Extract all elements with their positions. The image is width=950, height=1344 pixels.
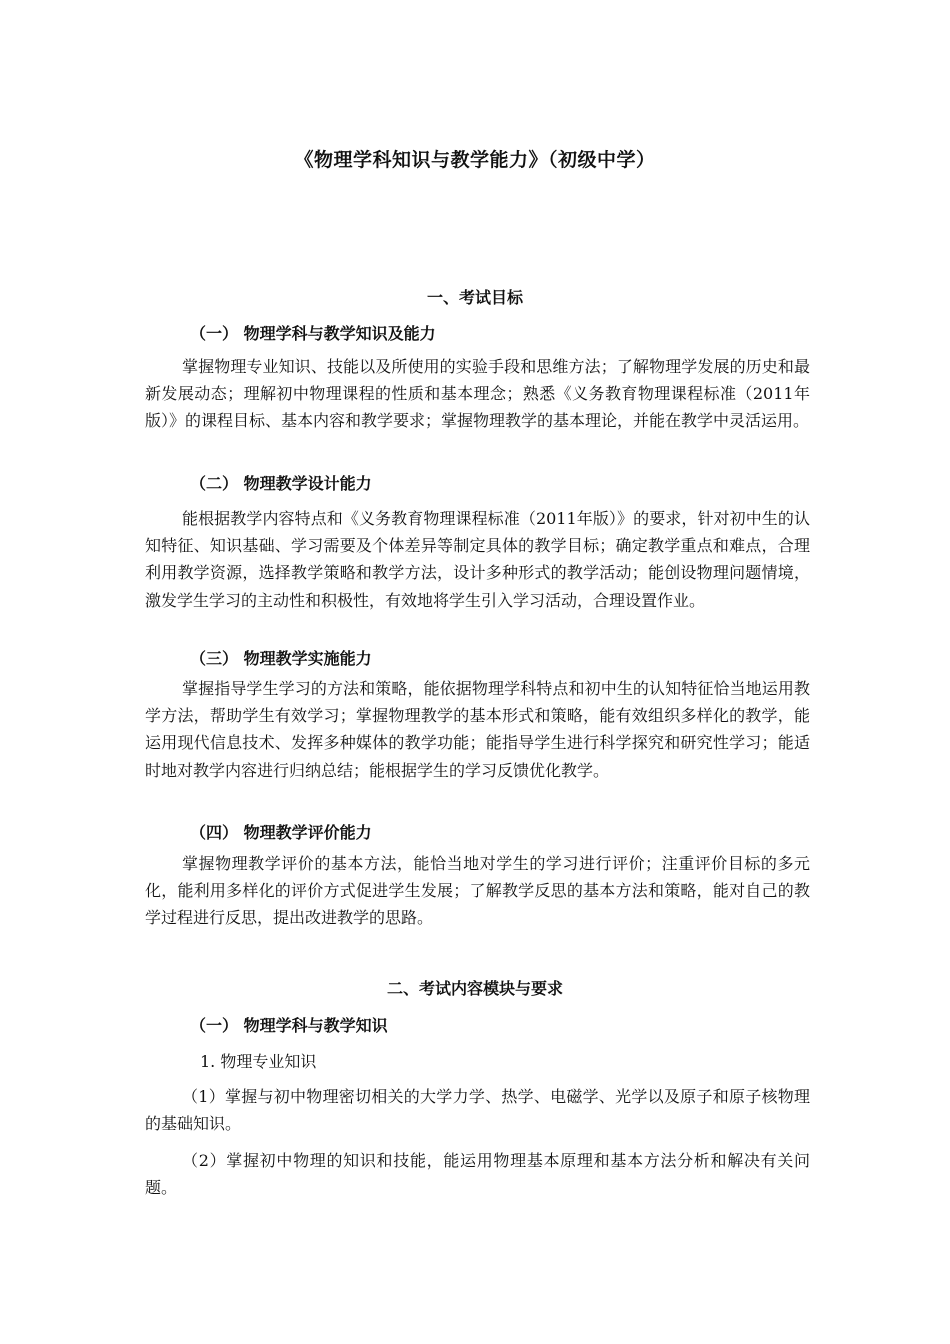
section-heading-content-modules: 二、考试内容模块与要求 — [386, 979, 563, 998]
paragraph-knowledge-ability: 掌握物理专业知识、技能以及所使用的实验手段和思维方法；了解物理学发展的历史和最新发展动态；理解初中物理课程的性质和基本理念；熟悉《义务教育物理课程标准（2011年版）》的课程目标、基本内容和教学要求；掌握物理教学的基本理论，并能在教学中灵活运用。 — [145, 357, 810, 431]
paragraph-implementation-ability: 掌握指导学生学习的方法和策略，能依据物理学科特点和初中生的认知特征恰当地运用教学方法，帮助学生有效学习；掌握物理教学的基本形式和策略，能有效组织多样化的教学，能运用现代信息技术、发挥多种媒体的教学功能；能指导学生进行科学探究和研究性学习；能适时地对教学内容进行归纳总结；能根据学生的学习反馈优化教学。 — [145, 679, 810, 780]
subsection-heading-design-ability: （二） 物理教学设计能力 — [190, 474, 372, 493]
subsection-heading-evaluation-ability: （四） 物理教学评价能力 — [190, 823, 372, 842]
paragraph-evaluation-ability: 掌握物理教学评价的基本方法，能恰当地对学生的学习进行评价；注重评价目标的多元化，能利用多样化的评价方式促进学生发展；了解教学反思的基本方法和策略，能对自己的教学过程进行反思，提出改进教学的思路。 — [145, 854, 810, 928]
list-item-professional-knowledge: 1. 物理专业知识 — [200, 1052, 317, 1071]
paragraph-point-1: （1）掌握与初中物理密切相关的大学力学、热学、电磁学、光学以及原子和原子核物理的基础知识。 — [145, 1087, 810, 1134]
subsection-heading-subject-knowledge: （一） 物理学科与教学知识 — [190, 1016, 388, 1035]
paragraph-point-2: （2）掌握初中物理的知识和技能，能运用物理基本原理和基本方法分析和解决有关问题。 — [145, 1151, 810, 1198]
section-heading-exam-objectives: 一、考试目标 — [426, 288, 523, 307]
document-title: 《物理学科知识与教学能力》（初级中学） — [294, 149, 656, 171]
subsection-heading-knowledge-ability: （一） 物理学科与教学知识及能力 — [190, 324, 436, 343]
subsection-heading-implementation-ability: （三） 物理教学实施能力 — [190, 649, 372, 668]
paragraph-design-ability: 能根据教学内容特点和《义务教育物理课程标准（2011年版）》的要求，针对初中生的认知特征、知识基础、学习需要及个体差异等制定具体的教学目标；确定教学重点和难点，合理利用教学资源，选择教学策略和教学方法，设计多种形式的教学活动；能创设物理问题情境，激发学生学习的主动性和积极性，有效地将学生引入学习活动，合理设置作业。 — [145, 509, 810, 610]
